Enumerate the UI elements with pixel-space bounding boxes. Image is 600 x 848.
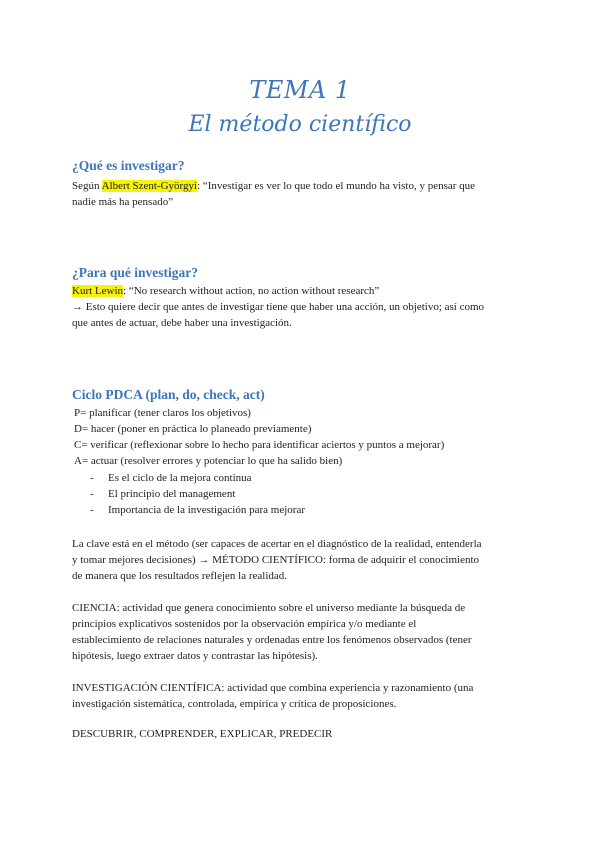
text-line: La clave está en el método (ser capaces de acertar en el diagnóstico de la realidad, entenderla xyxy=(72,538,482,550)
highlighted-author-szent-gyorgyi: Albert Szent-Györgyi xyxy=(101,180,198,192)
text-line: de manera que los resultados reflejen la realidad. xyxy=(72,570,288,582)
document-subtitle: El método científico xyxy=(188,112,412,137)
pdca-line-act: A= actuar (resolver errores y potenciar lo que ha salido bien) xyxy=(74,455,343,467)
quote-line-1: : “Investigar es ver lo que todo el mundo ha visto, y pensar que xyxy=(197,180,476,192)
list-item xyxy=(90,502,305,518)
paragraph-ciencia xyxy=(72,600,552,664)
text-line: investigación sistemática, controlada, empírica y crítica de proposiciones. xyxy=(72,698,397,710)
pdca-line-plan: P= planificar (tener claros los objetivos) xyxy=(74,407,251,419)
list-item xyxy=(90,470,252,486)
pdca-line-check: C= verificar (reflexionar sobre lo hecho para identificar aciertos y puntos a mejorar) xyxy=(74,439,445,451)
text-line: CIENCIA: actividad que genera conocimiento sobre el universo mediante la búsqueda de xyxy=(72,602,466,614)
text-line: establecimiento de relaciones naturales y ordenadas entre los fenómenos observados (tener xyxy=(72,634,472,646)
text-line: principios explicativos sostenidos por la observación empírica y/o mediante el xyxy=(72,618,417,630)
text-line: INVESTIGACIÓN CIENTÍFICA: actividad que combina experiencia y razonamiento (una xyxy=(72,682,474,694)
paragraph-metodo-cientifico xyxy=(72,536,552,584)
lewin-explanation-line-2: que antes de actuar, debe haber una investigación. xyxy=(72,317,292,329)
heading-para-que-investigar: ¿Para qué investigar? xyxy=(72,265,198,280)
bullet-dash: - xyxy=(90,504,94,516)
paragraph-lewin-quote xyxy=(72,283,532,331)
quote-prefix: Según xyxy=(72,180,102,192)
list-item xyxy=(90,486,235,502)
paragraph-investigacion-cientifica xyxy=(72,680,552,712)
bullet-text-importancia: Importancia de la investigación para mejorar xyxy=(108,504,305,516)
document-title: TEMA 1 xyxy=(249,76,351,104)
bullet-dash: - xyxy=(90,472,94,484)
bullet-text-management: El principio del management xyxy=(108,488,236,500)
paragraph-verbos: DESCUBRIR, COMPRENDER, EXPLICAR, PREDECIR xyxy=(72,728,333,740)
heading-que-es-investigar: ¿Qué es investigar? xyxy=(72,158,185,173)
paragraph-szent-gyorgyi-quote xyxy=(72,178,532,210)
heading-ciclo-pdca: Ciclo PDCA (plan, do, check, act) xyxy=(72,387,265,402)
bullet-text-mejora-continua: Es el ciclo de la mejora continua xyxy=(108,472,252,484)
text-line: hipótesis, luego extraer datos y contrastar las hipótesis). xyxy=(72,650,318,662)
lewin-explanation-line-1: → Esto quiere decir que antes de investigar tiene que haber una acción, un objetivo; así como xyxy=(72,301,485,313)
pdca-line-do: D= hacer (poner en práctica lo planeado previamente) xyxy=(74,423,312,435)
bullet-dash: - xyxy=(90,488,94,500)
lewin-quote: : “No research without action, no action without research” xyxy=(123,285,380,297)
text-line: y tomar mejores decisiones) → MÉTODO CIENTÍFICO: forma de adquirir el conocimiento xyxy=(72,554,480,566)
highlighted-author-lewin: Kurt Lewin xyxy=(72,285,124,297)
quote-line-2: nadie más ha pensado” xyxy=(72,196,174,208)
